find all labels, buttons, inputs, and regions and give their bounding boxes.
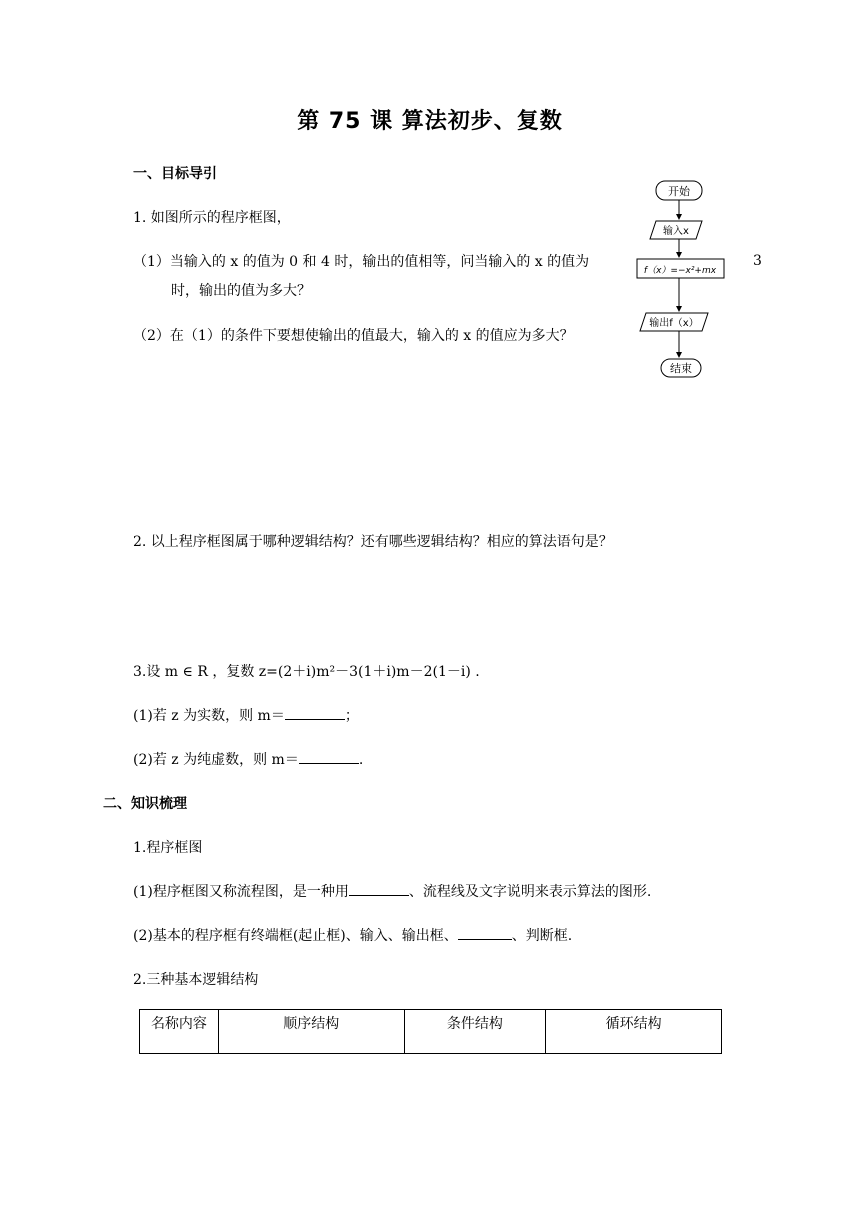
- table-header-cell: 名称内容: [140, 1010, 219, 1054]
- question-1-part-1-number: 3: [753, 253, 762, 269]
- svg-text:输入x: 输入x: [663, 226, 689, 237]
- flowchart-output-node: [640, 313, 708, 331]
- knowledge-item-1-a-suffix: 、流程线及文字说明来表示算法的图形.: [408, 884, 652, 900]
- answer-blank: [285, 707, 345, 720]
- question-3-part-1: [133, 705, 359, 725]
- knowledge-item-1-a: [133, 881, 651, 901]
- page-title: 第 75 课 算法初步、复数: [297, 109, 563, 134]
- question-1-part-1-continued: 时，输出的值为多大？: [171, 283, 311, 299]
- question-3-part-2-text: (2)若 z 为纯虚数，则 m＝: [133, 752, 299, 768]
- question-3-part-2: [133, 749, 363, 769]
- knowledge-item-1-b: [133, 925, 572, 945]
- answer-blank: [458, 927, 512, 940]
- question-2: 2. 以上程序框图属于哪种逻辑结构？还有哪些逻辑结构？相应的算法语句是？: [133, 534, 613, 550]
- flowchart-input-node: [650, 221, 702, 239]
- svg-text:f（x）=−x²+mx: f（x）=−x²+mx: [643, 266, 717, 276]
- flowchart: [630, 175, 740, 385]
- answer-blank: [299, 751, 359, 764]
- question-3-part-1-text: (1)若 z 为实数，则 m＝: [133, 708, 285, 724]
- section-heading-goals: 一、目标导引: [133, 166, 217, 182]
- knowledge-item-2-title: 2.三种基本逻辑结构: [133, 972, 259, 988]
- question-3-part-1-suffix: ；: [344, 708, 359, 724]
- question-1-part-2: （2）在（1）的条件下要想使输出的值最大，输入的 x 的值应为多大？: [133, 328, 574, 344]
- section-heading-knowledge: 二、知识梳理: [103, 796, 187, 812]
- svg-text:结束: 结束: [670, 362, 692, 375]
- table-header-cell: 条件结构: [404, 1010, 546, 1054]
- table-header-cell: 循环结构: [546, 1010, 722, 1054]
- knowledge-item-1-b-text: (2)基本的程序框有终端框(起止框)、输入、输出框、: [133, 928, 458, 944]
- flowchart-process-node: [637, 259, 724, 278]
- flowchart-start-node: [656, 181, 702, 200]
- table-row: [140, 1010, 722, 1054]
- question-1-part-1: （1）当输入的 x 的值为 0 和 4 时，输出的值相等，问当输入的 x 的值为: [133, 254, 590, 270]
- svg-text:输出f（x）: 输出f（x）: [649, 318, 699, 329]
- answer-blank: [349, 883, 409, 896]
- question-1-stem: 1. 如图所示的程序框图，: [133, 210, 291, 226]
- knowledge-item-1-title: 1.程序框图: [133, 840, 203, 856]
- question-3-part-2-suffix: .: [358, 752, 364, 768]
- question-3-stem: 3.设 m ∈ R ，复数 z=(2＋i)m²－3(1＋i)m－2(1－i) .: [133, 664, 480, 680]
- knowledge-item-1-b-suffix: 、判断框.: [511, 928, 573, 944]
- svg-text:开始: 开始: [668, 185, 690, 198]
- flowchart-end-node: [661, 359, 701, 377]
- table-header-cell: 顺序结构: [218, 1010, 404, 1054]
- knowledge-item-1-a-text: (1)程序框图又称流程图，是一种用: [133, 884, 349, 900]
- logic-structure-table: [139, 1009, 722, 1054]
